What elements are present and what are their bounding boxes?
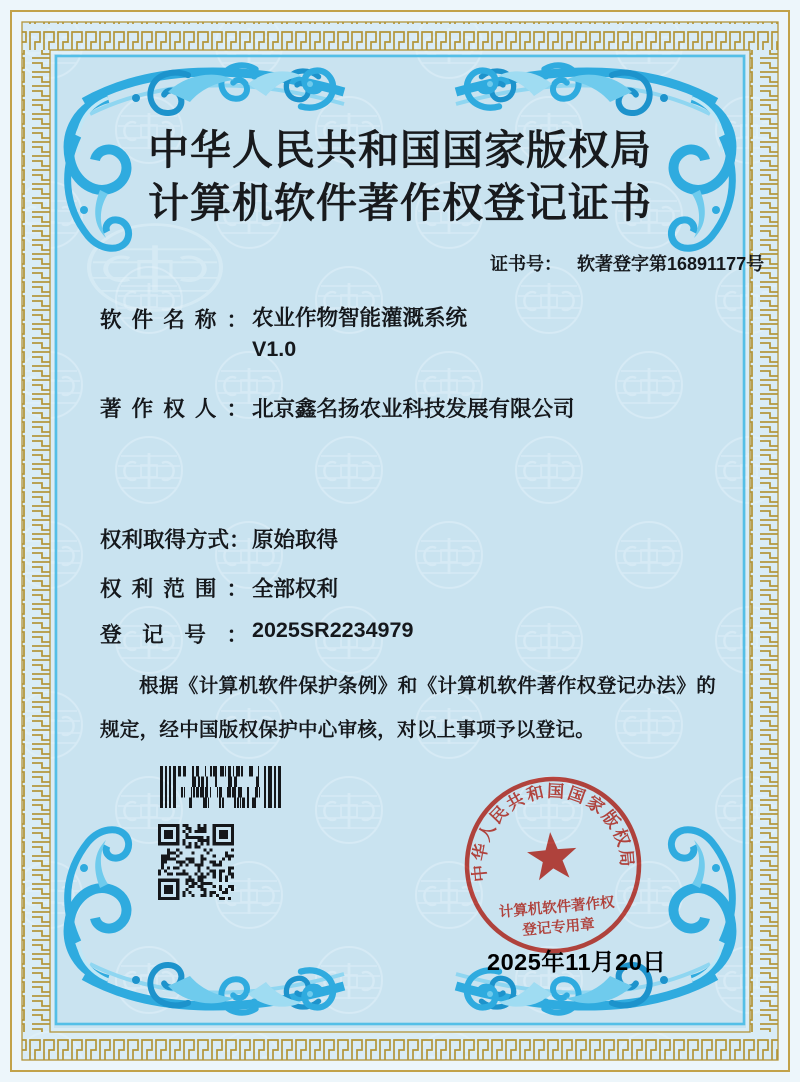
qr-code bbox=[158, 824, 234, 900]
rights-scope-label: 权利范围： bbox=[100, 577, 248, 601]
seal-star bbox=[526, 830, 579, 881]
certificate-number-label: 证书号： bbox=[490, 254, 562, 274]
registration-number-value: 2025SR2234979 bbox=[252, 618, 414, 642]
acquisition-method-label: 权利取得方式： bbox=[100, 528, 251, 552]
issue-date: 2025年11月20日 bbox=[487, 949, 667, 975]
software-version: V1.0 bbox=[252, 337, 297, 361]
copyright-holder-row bbox=[100, 392, 575, 423]
page-title-line2: 计算机软件著作权登记证书 bbox=[148, 180, 652, 226]
copyright-holder-label: 著作权人： bbox=[100, 397, 248, 421]
registration-number-row bbox=[100, 618, 413, 649]
software-name-value: 农业作物智能灌溉系统 bbox=[252, 306, 468, 330]
gold-meander-bottom bbox=[22, 1032, 778, 1060]
gold-meander-top bbox=[22, 22, 778, 50]
certificate-number-value: 软著登字第16891177号 bbox=[577, 254, 765, 274]
page-title bbox=[0, 124, 800, 230]
seal-ring-text: 中华人民共和国国家版权局 bbox=[469, 781, 637, 883]
seal-subtitle-line1: 计算机软件著作权 bbox=[498, 894, 616, 921]
registration-number-label: 登记号： bbox=[100, 623, 248, 647]
copyright-holder-value: 北京鑫名扬农业科技发展有限公司 bbox=[252, 397, 575, 421]
official-seal bbox=[458, 770, 648, 960]
barcode bbox=[160, 766, 282, 808]
seal-subtitle-line2: 登记专用章 bbox=[521, 916, 596, 939]
acquisition-method-row bbox=[100, 523, 338, 554]
acquisition-method-value: 原始取得 bbox=[252, 528, 339, 552]
rights-scope-row bbox=[100, 572, 338, 603]
registration-statement: 根据《计算机软件保护条例》和《计算机软件著作权登记办法》的规定，经中国版权保护中心审核，对以上事项予以登记。 bbox=[100, 675, 716, 741]
software-name-row bbox=[100, 303, 467, 365]
page-title-line1: 中华人民共和国国家版权局 bbox=[148, 127, 652, 173]
certificate-number-row bbox=[490, 250, 764, 276]
software-name-label: 软件名称： bbox=[100, 308, 248, 332]
rights-scope-value: 全部权利 bbox=[252, 577, 339, 601]
